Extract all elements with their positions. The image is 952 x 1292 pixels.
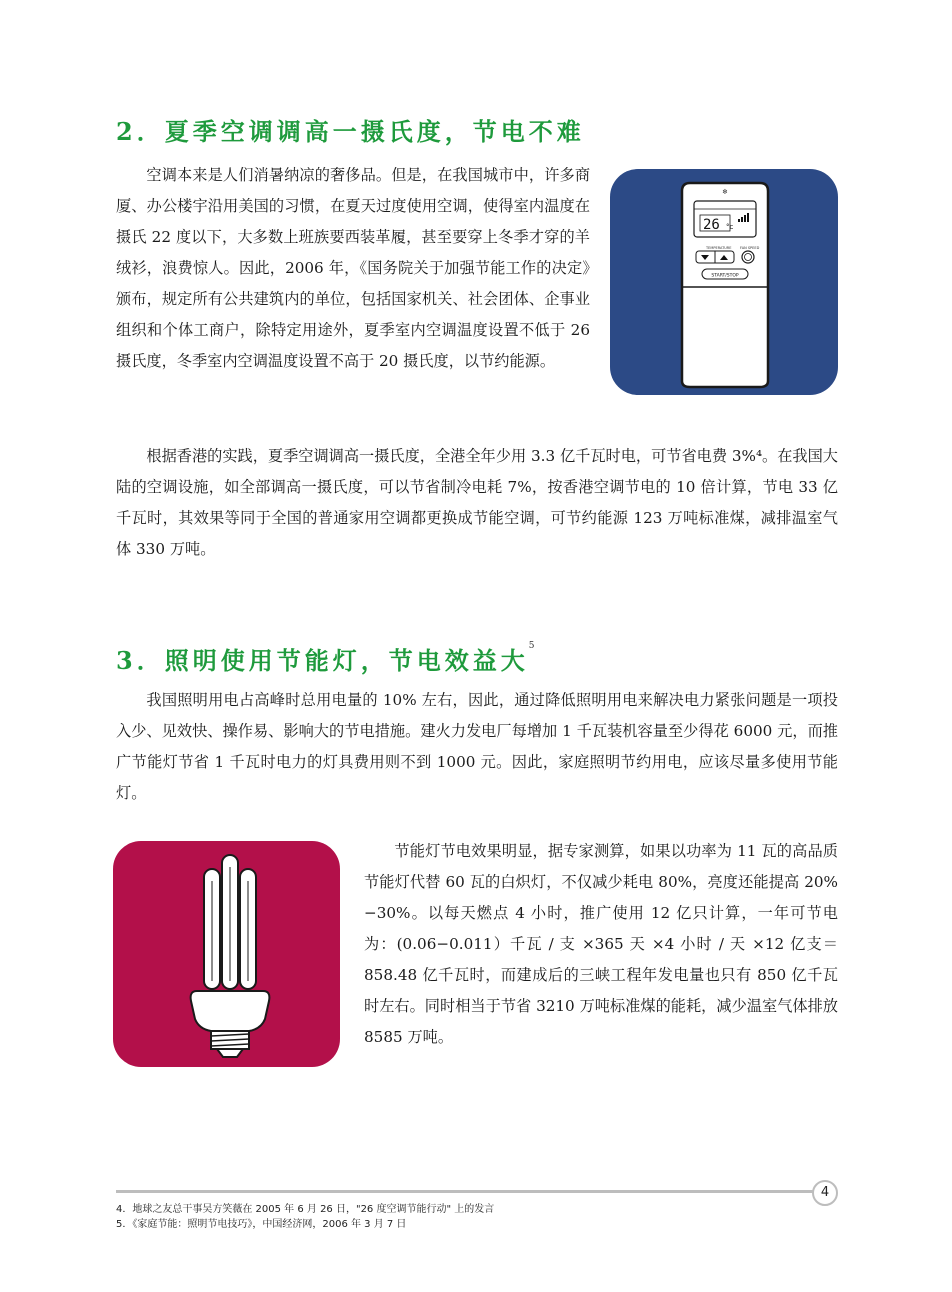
- remote-temp-display: 26: [703, 217, 720, 233]
- page-number: 4: [812, 1180, 838, 1206]
- footnote-4: 4．地球之友总干事吴方笑薇在 2005 年 6 月 26 日，"26 度空调节能行动" 上的发言: [116, 1204, 495, 1215]
- footnote-ref-5: 5: [528, 641, 535, 651]
- air-conditioner-remote-image: [610, 169, 838, 395]
- section3-heading: [116, 641, 534, 676]
- section2-paragraph-2: 根据香港的实践，夏季空调调高一摄氏度，全港全年少用 3.3 亿千瓦时电，可节省电费 3%⁴。在我国大陆的空调设施，如全部调高一摄氏度，可以节省制冷电耗 7%，按香港空调节电的 10 倍计算，节电 33 亿千瓦时，其效果等同于全国的普通家用空调都更换成节能空调，可节约能源 123 万吨标准煤，减排温室气体 330 万吨。: [116, 447, 838, 558]
- section2-paragraph-1: 空调本来是人们消暑纳凉的奢侈品。但是，在我国城市中，许多商厦、办公楼宇沿用美国的习惯，在夏天过度使用空调，使得室内温度在摄氏 22 度以下，大多数上班族要西装革履，甚至要穿上冬季才穿的羊绒衫，浪费惊人。因此，2006 年，《国务院关于加强节能工作的决定》颁布，规定所有公共建筑内的单位，包括国家机关、社会团体、企事业组织和个体工商户，除特定用途外，夏季室内空调温度设置不低于 26 摄氏度，冬季室内空调温度设置不高于 20 摄氏度，以节约能源。: [116, 166, 590, 370]
- section3-paragraph-1: 我国照明用电占高峰时总用电量的 10% 左右，因此，通过降低照明用电来解决电力紧张问题是一项投入少、见效快、操作易、影响大的节电措施。建火力发电厂每增加 1 千瓦装机容量至少得花 6000 元，而推广节能灯节省 1 千瓦时电力的灯具费用则不到 1000 元。因此，家庭照明节约用电，应该尽量多使用节能灯。: [116, 691, 838, 802]
- energy-saving-bulb-image: [113, 841, 340, 1067]
- section2-heading: [116, 112, 585, 147]
- remote-temp-label: TEMPERATURE: [706, 246, 732, 250]
- remote-temp-unit: °c: [726, 223, 734, 231]
- remote-control-icon: [610, 169, 838, 395]
- remote-fan-label: FAN SPEED: [740, 246, 760, 250]
- svg-text:❄: ❄: [722, 188, 728, 196]
- section3-heading-text: 3．照明使用节能灯，节电效益大: [116, 646, 529, 675]
- footnote-5: 5．《家庭节能：照明节电技巧》，中国经济网，2006 年 3 月 7 日: [116, 1219, 407, 1230]
- footer-divider: [116, 1190, 816, 1193]
- remote-start-label: START/STOP: [711, 273, 739, 279]
- section2-heading-text: 2．夏季空调调高一摄氏度，节电不难: [116, 117, 585, 146]
- section3-paragraph-2: 节能灯节电效果明显，据专家测算，如果以功率为 11 瓦的高品质节能灯代替 60 瓦的白炽灯，不仅减少耗电 80%，亮度还能提高 20% −30%。以每天燃点 4 小时，推广使用 12 亿只计算，一年可节电为：(0.06−0.011）千瓦 / 支 ×365 天 ×4 小时 / 天 ×12 亿支＝ 858.48 亿千瓦时，而建成后的三峡工程年发电量也只有 850 亿千瓦时左右。同时相当于节省 3210 万吨标准煤的能耗，减少温室气体排放 8585 万吨。: [364, 842, 838, 1046]
- light-bulb-icon: [113, 841, 340, 1067]
